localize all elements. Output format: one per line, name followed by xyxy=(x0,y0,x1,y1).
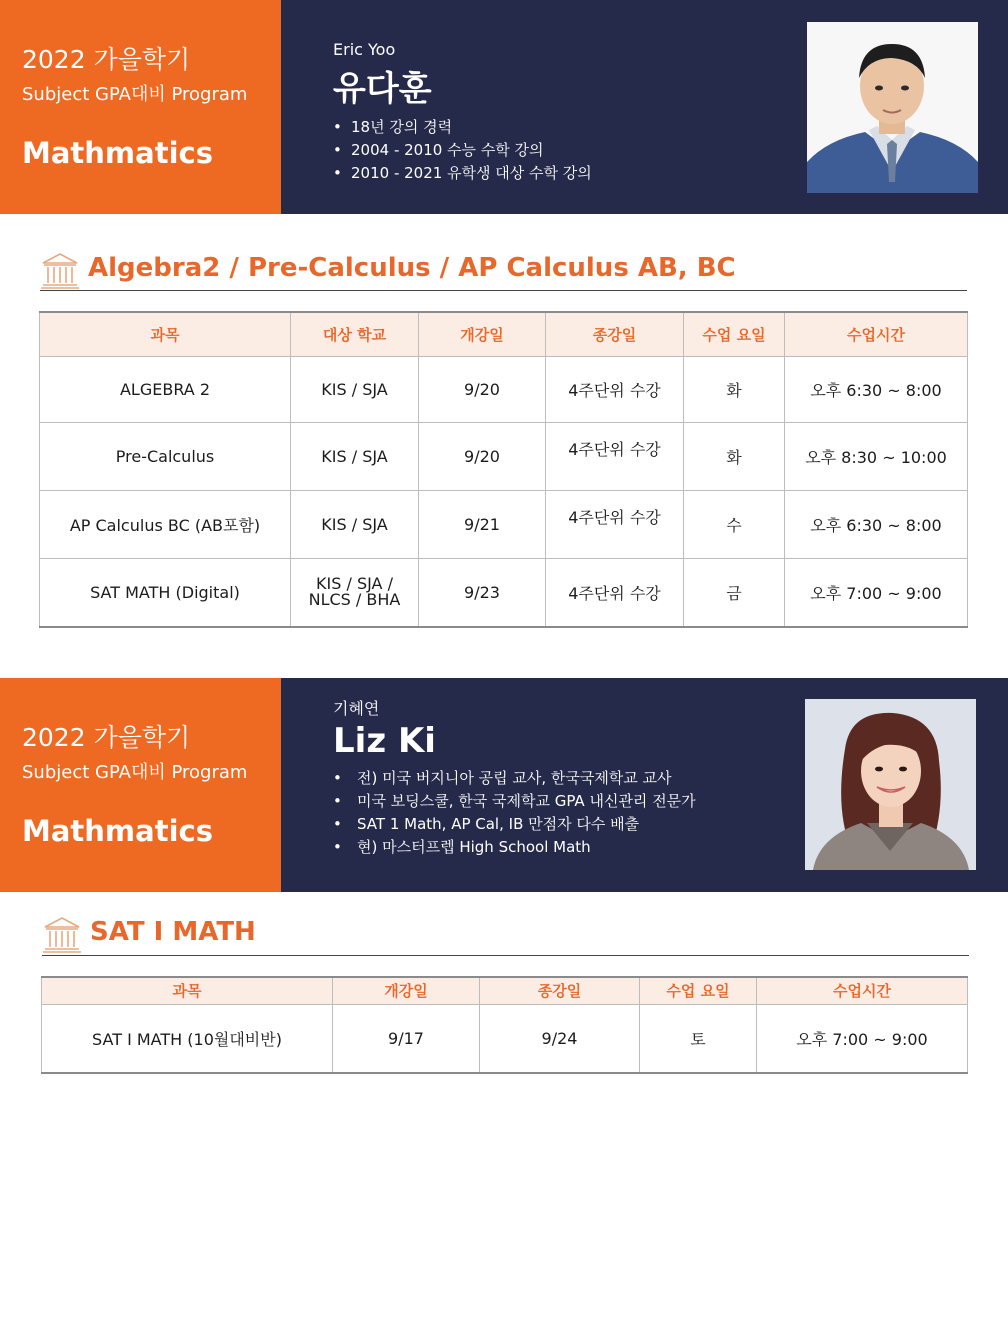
cell-subject: SAT MATH (Digital) xyxy=(40,558,291,627)
subject-label: Mathmatics xyxy=(22,814,213,848)
heading-divider xyxy=(40,290,967,291)
cell-time: 오후 8:30 ~ 10:00 xyxy=(785,422,968,490)
cell-end xyxy=(546,422,684,490)
cell-start: 9/20 xyxy=(419,356,546,422)
cell-day: 금 xyxy=(684,558,785,627)
cell-start: 9/17 xyxy=(333,1004,480,1073)
cell-day: 화 xyxy=(684,422,785,490)
table-row xyxy=(42,1004,968,1073)
career-item: • SAT 1 Math, AP Cal, IB 만점자 다수 배출 xyxy=(333,813,696,836)
teacher-korean-name: 기혜연 xyxy=(333,699,380,718)
header-cell: 과목 xyxy=(40,312,291,356)
cell-school: KIS / SJA xyxy=(291,422,419,490)
header-cell: 개강일 xyxy=(333,977,480,1004)
header-cell: 수업 요일 xyxy=(684,312,785,356)
course-title: SAT I MATH xyxy=(90,917,256,947)
header-cell: 과목 xyxy=(42,977,333,1004)
career-item: • 2010 - 2021 유학생 대상 수학 강의 xyxy=(333,162,592,185)
cell-start: 9/23 xyxy=(419,558,546,627)
teacher-info xyxy=(333,40,592,185)
header-cell: 수업시간 xyxy=(785,312,968,356)
career-item: • 미국 보딩스쿨, 한국 국제학교 GPA 내신관리 전문가 xyxy=(333,790,696,813)
cell-end: 9/24 xyxy=(480,1004,640,1073)
heading-divider xyxy=(42,955,969,956)
cell-subject: Pre-Calculus xyxy=(40,422,291,490)
table-row xyxy=(40,356,968,422)
cell-time: 오후 7:00 ~ 9:00 xyxy=(757,1004,968,1073)
cell-day: 화 xyxy=(684,356,785,422)
cell-subject: SAT I MATH (10월대비반) xyxy=(42,1004,333,1073)
header-cell: 종강일 xyxy=(546,312,684,356)
header-cell: 개강일 xyxy=(419,312,546,356)
teacher-banner-2 xyxy=(0,678,1008,892)
schedule-table-2 xyxy=(41,976,968,1074)
term-label: 2022 가을학기 xyxy=(22,723,191,752)
table-row xyxy=(40,422,968,490)
cell-school: KIS / SJA / NLCS / BHA xyxy=(291,558,419,627)
program-panel xyxy=(0,678,281,892)
table-header-row xyxy=(42,977,968,1004)
cell-subject: AP Calculus BC (AB포함) xyxy=(40,490,291,558)
teacher-korean-name: 유다훈 xyxy=(333,69,432,109)
teacher-photo xyxy=(805,699,976,870)
cell-start: 9/20 xyxy=(419,422,546,490)
cell-start: 9/21 xyxy=(419,490,546,558)
cell-time: 오후 6:30 ~ 8:00 xyxy=(785,356,968,422)
teacher-photo xyxy=(807,22,978,193)
course-title: Algebra2 / Pre-Calculus / AP Calculus AB, BC xyxy=(88,253,736,283)
teacher-career-list xyxy=(333,767,696,859)
building-columns-icon xyxy=(40,252,80,290)
career-item: • 현) 마스터프렙 High School Math xyxy=(333,836,696,859)
header-cell: 수업 요일 xyxy=(640,977,757,1004)
table-row xyxy=(40,490,968,558)
teacher-info xyxy=(333,696,696,859)
cell-end-text: 4주단위 수강 xyxy=(568,439,661,459)
cell-time: 오후 7:00 ~ 9:00 xyxy=(785,558,968,627)
cell-day: 수 xyxy=(684,490,785,558)
cell-time: 오후 6:30 ~ 8:00 xyxy=(785,490,968,558)
cell-school: KIS / SJA xyxy=(291,490,419,558)
cell-end xyxy=(546,490,684,558)
cell-end: 4주단위 수강 xyxy=(546,558,684,627)
program-label: Subject GPA대비 Program xyxy=(22,84,248,105)
career-item: • 전) 미국 버지니아 공립 교사, 한국국제학교 교사 xyxy=(333,767,696,790)
cell-end-text: 4주단위 수강 xyxy=(568,507,661,527)
teacher-career-list xyxy=(333,116,592,185)
teacher-english-name: Eric Yoo xyxy=(333,40,396,59)
teacher-english-name: Liz Ki xyxy=(333,721,436,761)
course-heading-1 xyxy=(40,252,740,292)
career-item: • 2004 - 2010 수능 수학 강의 xyxy=(333,139,592,162)
header-cell: 수업시간 xyxy=(757,977,968,1004)
course-heading-2 xyxy=(42,916,442,956)
teacher-banner-1 xyxy=(0,0,1008,214)
cell-subject: ALGEBRA 2 xyxy=(40,356,291,422)
building-columns-icon xyxy=(42,916,82,954)
term-label: 2022 가을학기 xyxy=(22,45,191,74)
table-row xyxy=(40,558,968,627)
subject-label: Mathmatics xyxy=(22,136,213,170)
cell-day: 토 xyxy=(640,1004,757,1073)
cell-end: 4주단위 수강 xyxy=(546,356,684,422)
program-panel xyxy=(0,0,281,214)
career-item: • 18년 강의 경력 xyxy=(333,116,592,139)
schedule-table-1 xyxy=(39,311,968,628)
header-cell: 대상 학교 xyxy=(291,312,419,356)
header-cell: 종강일 xyxy=(480,977,640,1004)
table-header-row xyxy=(40,312,968,356)
program-label: Subject GPA대비 Program xyxy=(22,762,248,783)
cell-school: KIS / SJA xyxy=(291,356,419,422)
